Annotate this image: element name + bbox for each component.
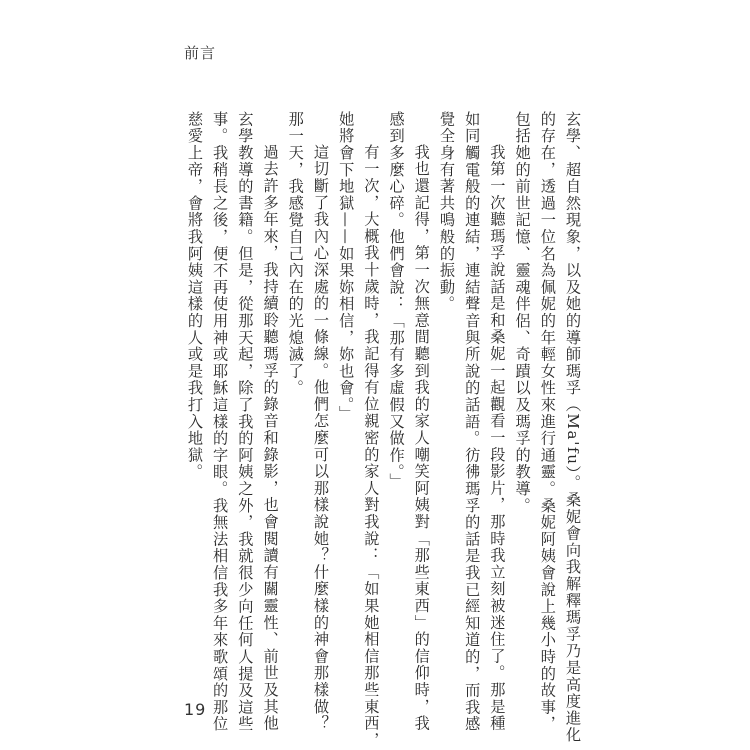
text-column: 玄學教導的書籍。但是，從那天起，除了我的阿姨之外，我就很少向任何人提及這些 <box>236 111 255 733</box>
text-column: 包括她的前世記憶、靈魂伴侶、奇蹟以及瑪孚的教導。 <box>513 111 532 515</box>
text-column: 我也還記得，第一次無意間聽到我的家人嘲笑阿姨對「那些東西」的信仰時，我 <box>412 144 431 733</box>
text-column: 事。我稍長之後，便不再使用神或耶穌這樣的字眼。我無法相信我多年來歌頌的那位 <box>211 111 230 733</box>
text-column: 玄學、超自然現象，以及她的導師瑪孚（Ma'fu）。桑妮會向我解釋瑪孚乃是高度進化 <box>564 111 582 744</box>
text-column: 過去許多年來，我持續聆聽瑪孚的錄音和錄影，也會閱讀有關靈性、前世及其他 <box>261 144 280 733</box>
text-column: 我第一次聽瑪孚說話是和桑妮一起觀看一段影片，那時我立刻被迷住了。那是種 <box>488 144 507 733</box>
text-column: 感到多麼心碎。他們會說：「那有多虛假又做作。」 <box>387 111 406 490</box>
text-column: 慈愛上帝，會將我阿姨這樣的人或是我打入地獄。 <box>185 111 204 481</box>
text-column: 的存在，透過一位名為佩妮的年輕女性來進行通靈。桑妮阿姨會說上幾小時的故事， <box>538 111 557 733</box>
text-column: 覺全身有著共鳴般的振動。 <box>437 111 456 313</box>
running-header-title: 前言 <box>184 44 217 62</box>
text-column: 她將會下地獄——如果妳相信，妳也會。」 <box>337 111 356 423</box>
text-column: 如同觸電般的連結，連結聲音與所說的話語。彷彿瑪孚的話是我已經知道的，而我感 <box>463 111 482 733</box>
page-number: 19 <box>184 700 207 719</box>
text-column: 那一天，我感覺自己內在的光熄滅了。 <box>286 111 305 397</box>
text-column: 這切斷了我內心深處的一條線。他們怎麼可以那樣說她？什麼樣的神會那樣做？ <box>311 144 330 733</box>
text-column: 有一次，大概我十歲時，我記得有位親密的家人對我說：「如果她相信那些東西， <box>362 144 381 750</box>
